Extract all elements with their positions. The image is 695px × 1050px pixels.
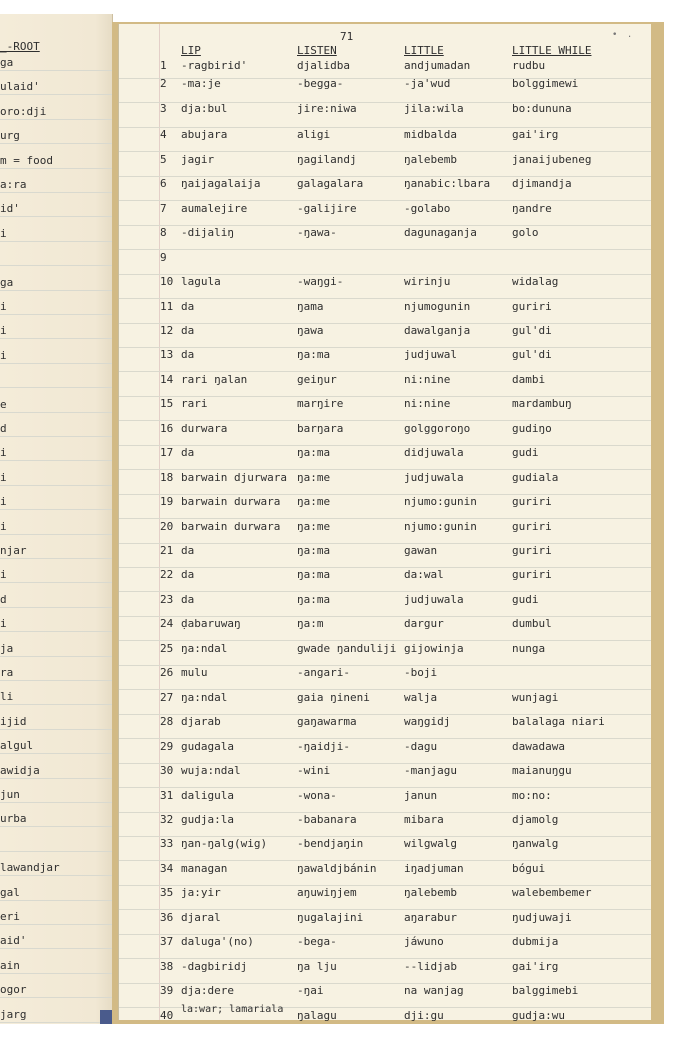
entry-little: gawan [404, 544, 438, 557]
left-page-fragment: njar [0, 544, 27, 557]
row-number: 19 [160, 495, 174, 508]
entry-little: mibara [404, 813, 444, 826]
entry-little-while: ŋanwalg [512, 837, 559, 850]
left-page-fragment: li [0, 690, 14, 704]
entry-listen: gwade ŋanduliji [297, 642, 397, 655]
entry-lip: daligula [181, 789, 234, 802]
entry-little-while: guriri [512, 568, 552, 581]
entry-lip: da [181, 544, 195, 557]
entry-lip: gudagala [181, 740, 234, 753]
row-number: 18 [160, 471, 174, 484]
word-row [0, 496, 695, 516]
page-number: 71 [340, 30, 354, 43]
word-row [0, 790, 695, 810]
entry-little-while: mo:no: [512, 789, 552, 802]
word-row [0, 178, 695, 198]
left-page-fragment: i [0, 446, 7, 460]
entry-listen: ŋa:ma [297, 593, 331, 606]
entry-little-while: maianuŋgu [512, 764, 572, 777]
left-page-fragment: ogor [0, 983, 27, 997]
entry-listen: -bendjaŋin [297, 837, 364, 850]
row-number: 6 [160, 177, 167, 190]
row-number: 39 [160, 984, 174, 997]
entry-little-while: gul'di [512, 324, 552, 337]
ruled-line [119, 787, 651, 788]
left-page-fragment: gal [0, 885, 20, 899]
row-number: 26 [160, 666, 174, 679]
word-row [0, 154, 695, 174]
entry-little-while: guriri [512, 495, 552, 508]
entry-lip: gudja:la [181, 813, 234, 826]
entry-little-while: widalag [512, 275, 559, 288]
entry-little: iŋadjuman [404, 862, 464, 875]
left-page-fragment: jarg [0, 1007, 27, 1021]
entry-little: --lidjab [404, 960, 457, 973]
word-row [0, 545, 695, 565]
entry-little-while: ŋandre [512, 202, 552, 215]
entry-lip: la:war; lamariala [181, 1004, 284, 1015]
row-number: 22 [160, 568, 174, 581]
entry-listen: ŋa:ma [297, 544, 331, 557]
left-page-fragment: a:ra [0, 178, 27, 191]
word-row [0, 741, 695, 761]
row-number: 38 [160, 960, 174, 973]
header-listen: LISTEN [297, 44, 337, 57]
entry-little-while: gudja:wu [512, 1009, 565, 1022]
word-row [0, 349, 695, 369]
entry-little-while: rudbu [512, 59, 546, 72]
entry-lip: da [181, 593, 195, 606]
left-page-fragment: ja [0, 641, 14, 655]
entry-lip: da [181, 348, 195, 361]
ruled-line [119, 323, 651, 324]
entry-little-while: bo:dununa [512, 102, 572, 115]
left-page-fragment: oro:dji [0, 104, 47, 118]
entry-lip: dja:bul [181, 102, 228, 115]
entry-little-while: bógui [512, 862, 546, 875]
left-page-fragment: jun [0, 788, 20, 801]
entry-little-while: wunjagi [512, 691, 559, 704]
entry-little: andjumadan [404, 59, 471, 72]
entry-little: jila:wila [404, 102, 464, 115]
row-number: 29 [160, 740, 174, 753]
left-page-fragment: ga [0, 275, 14, 289]
left-page-fragment: i [0, 495, 7, 509]
entry-listen: -bega- [297, 935, 337, 948]
row-number: 21 [160, 544, 174, 557]
word-row [0, 203, 695, 223]
entry-listen: ŋawaldjbánin [297, 862, 377, 875]
entry-little: judjuwal [404, 348, 457, 361]
entry-lip: ḍabaruwaŋ [181, 617, 241, 630]
left-page-fragment: i [0, 617, 7, 631]
ruled-line [119, 249, 651, 250]
entry-little: wirinju [404, 275, 451, 288]
entry-lip: da [181, 568, 195, 581]
row-number: 16 [160, 422, 174, 435]
entry-little: ŋalebemb [404, 886, 457, 899]
word-row [0, 936, 695, 956]
ruled-line [119, 347, 651, 348]
row-number: 31 [160, 789, 174, 802]
row-number: 28 [160, 715, 174, 728]
entry-little-while: gudiala [512, 471, 559, 484]
entry-little: wilgwalg [404, 837, 457, 850]
entry-listen: -wona- [297, 789, 337, 802]
entry-listen: -angari- [297, 666, 350, 679]
entry-listen: ŋa lju [297, 960, 337, 973]
entry-listen: aŋuwiŋjem [297, 886, 357, 899]
word-row [0, 252, 695, 272]
entry-listen: -ŋai [297, 984, 324, 997]
entry-lip: djarab [181, 715, 221, 728]
entry-little-while: guriri [512, 300, 552, 313]
word-row [0, 863, 695, 883]
row-number: 25 [160, 642, 174, 655]
entry-listen: -begga- [297, 77, 344, 90]
ruled-line [119, 298, 651, 299]
entry-little-while: gudi [512, 593, 539, 606]
entry-lip: daluga'(no) [181, 935, 254, 948]
left-page-fragment: lawandjar [0, 861, 60, 875]
word-row [0, 1004, 695, 1030]
left-page-fragment: ain [0, 958, 20, 972]
entry-little: njumo:gunin [404, 520, 477, 533]
word-row [0, 374, 695, 394]
entry-little: da:wal [404, 568, 444, 581]
entry-little: na wanjag [404, 984, 464, 997]
entry-little-while: dumbul [512, 617, 552, 630]
left-page-fragment: d [0, 422, 7, 435]
entry-listen: ŋagilandj [297, 153, 357, 166]
row-number: 2 [160, 77, 167, 90]
entry-little-while: gudi [512, 446, 539, 459]
word-row [0, 103, 695, 123]
word-row [0, 521, 695, 541]
row-number: 32 [160, 813, 174, 826]
entry-lip: ja:yir [181, 886, 221, 899]
word-row [0, 814, 695, 834]
entry-listen: aligi [297, 128, 331, 141]
entry-listen: geiŋur [297, 373, 337, 386]
entry-little: janun [404, 789, 438, 802]
row-number: 23 [160, 593, 174, 606]
entry-little: gijowinja [404, 642, 464, 655]
row-number: 20 [160, 520, 174, 533]
row-number: 5 [160, 153, 167, 166]
entry-listen: -ŋawa- [297, 226, 337, 239]
header-little-while: LITTLE WHILE [512, 44, 592, 57]
entry-lip: ŋa:ndal [181, 691, 228, 704]
entry-lip: djaral [181, 911, 221, 924]
row-number: 15 [160, 397, 174, 410]
entry-listen: djalidba [297, 59, 350, 72]
entry-lip: mulu [181, 666, 208, 679]
entry-little-while: janaijubeneg [512, 153, 592, 166]
word-row [0, 301, 695, 321]
entry-little: -dagu [404, 740, 438, 753]
entry-lip: da [181, 446, 195, 459]
entry-lip: ŋaijagalaija [181, 177, 261, 190]
entry-listen: ŋa:me [297, 495, 331, 508]
left-page-fragment: urg [0, 129, 20, 143]
word-row [0, 325, 695, 345]
entry-little-while: nunga [512, 642, 546, 655]
word-row [0, 692, 695, 712]
row-number: 10 [160, 275, 174, 288]
row-number: 9 [160, 251, 167, 264]
entry-little-while: balalaga niari [512, 715, 605, 728]
row-number: 1 [160, 59, 167, 72]
entry-listen: ŋama [297, 300, 324, 313]
left-page-fragment: ijid [0, 714, 27, 728]
row-number: 14 [160, 373, 174, 386]
left-page-fragment: i [0, 470, 7, 484]
row-number: 24 [160, 617, 174, 630]
left-page-fragment: ulaid' [0, 80, 40, 94]
entry-lip: barwain djurwara [181, 471, 287, 484]
entry-little-while: gai'irg [512, 128, 559, 141]
header-little: LITTLE [404, 44, 444, 57]
row-number: 4 [160, 128, 167, 141]
entry-listen: -waŋgi- [297, 275, 344, 288]
ruled-line [119, 445, 651, 446]
entry-little-while: djamolg [512, 813, 559, 826]
entry-little: dawalganja [404, 324, 471, 337]
word-row [0, 129, 695, 149]
ruled-line [119, 543, 651, 544]
entry-listen: galagalara [297, 177, 364, 190]
entry-lip: abujara [181, 128, 228, 141]
row-number: 36 [160, 911, 174, 924]
entry-listen: ŋa:ma [297, 348, 331, 361]
entry-listen: ŋa:me [297, 471, 331, 484]
word-row [0, 912, 695, 932]
entry-little-while: ŋudjuwaji [512, 911, 572, 924]
word-row [0, 276, 695, 296]
entry-little: golggoroŋo [404, 422, 471, 435]
entry-lip: jagir [181, 153, 215, 166]
word-row [0, 643, 695, 663]
entry-little-while: gudiŋo [512, 422, 552, 435]
entry-lip: ŋan-ŋalg(wig) [181, 837, 268, 850]
word-row [0, 227, 695, 247]
entry-lip: dja:dere [181, 984, 234, 997]
left-page-fragment: ra [0, 666, 14, 679]
entry-lip: da [181, 300, 195, 313]
entry-lip: barwain durwara [181, 520, 281, 533]
word-row [0, 78, 695, 98]
header-lip: LIP [181, 44, 201, 57]
word-row [0, 838, 695, 858]
row-number: 3 [160, 102, 167, 115]
word-row [0, 716, 695, 736]
row-number: 7 [160, 202, 167, 215]
word-row [0, 618, 695, 638]
entry-little-while: djimandja [512, 177, 572, 190]
row-number: 17 [160, 446, 174, 459]
word-row [0, 958, 695, 981]
entry-little-while: balggimebi [512, 984, 579, 997]
left-page-fragment: urba [0, 812, 27, 826]
entry-lip: managan [181, 862, 228, 875]
entry-listen: ŋugalajini [297, 911, 364, 924]
entry-little-while: mardambuŋ [512, 397, 572, 410]
entry-listen: ŋa:m [297, 617, 324, 630]
entry-listen: ŋawa [297, 324, 324, 337]
entry-little: judjuwala [404, 471, 464, 484]
ruled-line [119, 518, 651, 519]
entry-listen: ŋa:ma [297, 446, 331, 459]
entry-lip: durwara [181, 422, 228, 435]
word-row [0, 594, 695, 614]
left-page-fragment: i [0, 300, 7, 313]
word-row [0, 398, 695, 418]
word-row [0, 60, 695, 80]
left-page-fragment: i [0, 226, 7, 240]
left-page-fragment: d [0, 592, 7, 606]
ruled-line [119, 567, 651, 568]
entry-listen: ŋalagu [297, 1009, 337, 1022]
left-page-fragment: i [0, 568, 7, 582]
entry-listen: -wini [297, 764, 331, 777]
left-page-fragment: eri [0, 910, 20, 923]
entry-little: midbalda [404, 128, 457, 141]
entry-listen: gaŋawarma [297, 715, 357, 728]
left-page-fragment: i [0, 519, 7, 533]
left-page-fragment: aid' [0, 934, 27, 948]
entry-lip: -dijaliŋ [181, 226, 234, 239]
row-number: 35 [160, 886, 174, 899]
entry-lip: barwain durwara [181, 495, 281, 508]
left-page-fragment: e [0, 397, 7, 411]
entry-lip: -dagbiridj [181, 960, 248, 973]
entry-lip: da [181, 324, 195, 337]
entry-lip: -ma:je [181, 77, 221, 90]
entry-little-while: golo [512, 226, 539, 239]
entry-little: jáwuno [404, 935, 444, 948]
entry-little: judjuwala [404, 593, 464, 606]
entry-lip: aumalejire [181, 202, 248, 215]
entry-little: dagunaganja [404, 226, 477, 239]
left-page-fragment: algul [0, 739, 34, 753]
entry-little: dji:gu [404, 1009, 444, 1022]
row-number: 40 [160, 1009, 174, 1022]
row-number: 37 [160, 935, 174, 948]
entry-little-while: gul'di [512, 348, 552, 361]
entry-little: njumo:gunin [404, 495, 477, 508]
entry-little: ŋalebemb [404, 153, 457, 166]
entry-lip: -ragbirid' [181, 59, 248, 72]
entry-listen: -ŋaidji- [297, 740, 350, 753]
entry-little-while: dubmija [512, 935, 559, 948]
entry-lip: rari [181, 397, 208, 410]
row-number: 8 [160, 226, 167, 239]
row-number: 27 [160, 691, 174, 704]
entry-lip: wuja:ndal [181, 764, 241, 777]
word-row [0, 667, 695, 687]
row-number: 13 [160, 348, 174, 361]
entry-little-while: guriri [512, 520, 552, 533]
entry-little: ni:nine [404, 373, 451, 386]
entry-little: -ja'wud [404, 77, 451, 90]
entry-little: -golabo [404, 202, 451, 215]
word-row [0, 569, 695, 589]
word-row [0, 765, 695, 785]
entry-listen: barŋara [297, 422, 344, 435]
entry-little: aŋarabur [404, 911, 457, 924]
ruled-line [119, 738, 651, 739]
row-number: 11 [160, 300, 174, 313]
left-page-fragment: ga [0, 56, 14, 69]
left-page-fragment: id' [0, 202, 20, 216]
row-number: 30 [160, 764, 174, 777]
left-page-fragment: awidja [0, 763, 40, 777]
word-row [0, 423, 695, 443]
entry-little-while: gai'irg [512, 960, 559, 973]
left-page-header: _-ROOT [0, 40, 40, 53]
left-page-fragment: i [0, 348, 7, 362]
ruled-line [119, 591, 651, 592]
entry-listen: ŋa:ma [297, 568, 331, 581]
entry-listen: marŋire [297, 397, 344, 410]
entry-little-while: guriri [512, 544, 552, 557]
left-page-fragment: m = food [0, 153, 53, 167]
entry-little: ŋanabic:lbara [404, 177, 491, 190]
entry-listen: ŋa:me [297, 520, 331, 533]
entry-little: waŋgidj [404, 715, 451, 728]
left-page-fragment: i [0, 324, 7, 338]
entry-little: -manjagu [404, 764, 457, 777]
entry-listen: jire:niwa [297, 102, 357, 115]
entry-lip: ŋa:ndal [181, 642, 228, 655]
entry-listen: gaia ŋineni [297, 691, 370, 704]
word-row [0, 985, 695, 1005]
entry-little: njumogunin [404, 300, 471, 313]
entry-little-while: dambi [512, 373, 546, 386]
word-row [0, 887, 695, 907]
entry-lip: rari ŋalan [181, 373, 248, 386]
entry-little: didjuwala [404, 446, 464, 459]
word-row [0, 472, 695, 492]
corner-marks: • . [612, 30, 635, 40]
entry-lip: lagula [181, 275, 221, 288]
entry-little: ni:nine [404, 397, 451, 410]
word-row [0, 447, 695, 467]
entry-little: dargur [404, 617, 444, 630]
entry-listen: -babanara [297, 813, 357, 826]
entry-little: walja [404, 691, 438, 704]
entry-little-while: dawadawa [512, 740, 565, 753]
row-number: 12 [160, 324, 174, 337]
row-number: 34 [160, 862, 174, 875]
row-number: 33 [160, 837, 174, 850]
entry-little-while: bolggimewi [512, 77, 579, 90]
entry-little-while: walebembemer [512, 886, 592, 899]
entry-listen: -galijire [297, 202, 357, 215]
entry-little: -boji [404, 666, 438, 679]
